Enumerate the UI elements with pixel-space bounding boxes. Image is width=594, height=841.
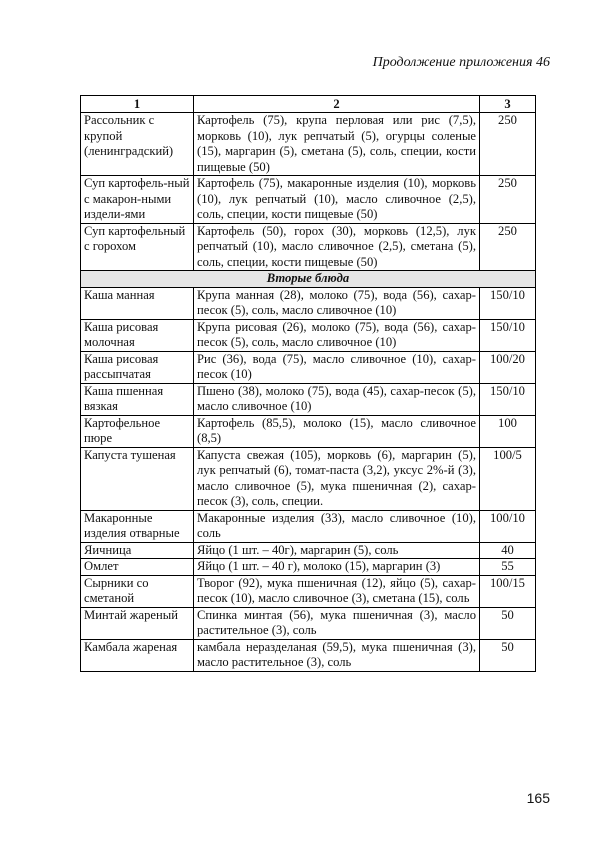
composition-cell: Крупа манная (28), молоко (75), вода (56), сахар-песок (5), соль, масло сливочное (10) (194, 287, 480, 319)
amount-cell: 100/5 (480, 447, 536, 510)
amount-cell: 250 (480, 223, 536, 271)
table-row (81, 542, 536, 559)
amount-cell: 150/10 (480, 383, 536, 415)
dish-name-cell: Каша рисовая молочная (81, 319, 194, 351)
table-row (81, 639, 536, 671)
page-number: 165 (526, 790, 550, 806)
amount-cell: 40 (480, 542, 536, 559)
amount-cell: 250 (480, 113, 536, 176)
table-row (81, 415, 536, 447)
composition-cell: Рис (36), вода (75), масло сливочное (10), сахар-песок (10) (194, 351, 480, 383)
main-dishes-section (81, 287, 536, 671)
composition-cell: Крупа рисовая (26), молоко (75), вода (56), сахар-песок (5), соль, масло сливочное (10) (194, 319, 480, 351)
composition-cell: Картофель (50), горох (30), морковь (12,5), лук репчатый (10), масло сливочное (2,5), сметана (5), соль, специи, кости пищевые (50) (194, 223, 480, 271)
composition-cell: Яйцо (1 шт. – 40 г), молоко (15), маргарин (3) (194, 559, 480, 576)
table-row (81, 351, 536, 383)
dish-name-cell: Каша рисовая рассыпчатая (81, 351, 194, 383)
table-row (81, 607, 536, 639)
header-col-2: 2 (194, 96, 480, 113)
table-row (81, 223, 536, 271)
dish-name-cell: Сырники со сметаной (81, 575, 194, 607)
table-row (81, 575, 536, 607)
dish-name-cell: Камбала жареная (81, 639, 194, 671)
amount-cell: 55 (480, 559, 536, 576)
dish-name-cell: Каша манная (81, 287, 194, 319)
amount-cell: 250 (480, 176, 536, 224)
menu-table (80, 95, 536, 672)
dish-name-cell: Яичница (81, 542, 194, 559)
amount-cell: 100/15 (480, 575, 536, 607)
header-row (81, 96, 536, 113)
table-row (81, 176, 536, 224)
table-row (81, 287, 536, 319)
table-row (81, 510, 536, 542)
composition-cell: Картофель (75), макаронные изделия (10), морковь (10), лук репчатый (10), масло сливочное (2,5), соль, специи, кости пищевые (50) (194, 176, 480, 224)
soups-section (81, 113, 536, 271)
section-header (81, 271, 536, 288)
dish-name-cell: Рассольник с крупой (ленинградский) (81, 113, 194, 176)
amount-cell: 150/10 (480, 319, 536, 351)
amount-cell: 50 (480, 639, 536, 671)
dish-name-cell: Суп картофель-ный с макарон-ными издели-ями (81, 176, 194, 224)
section-title: Вторые блюда (81, 271, 536, 288)
composition-cell: Картофель (85,5), молоко (15), масло сливочное (8,5) (194, 415, 480, 447)
table-row (81, 447, 536, 510)
amount-cell: 50 (480, 607, 536, 639)
amount-cell: 150/10 (480, 287, 536, 319)
table-row (81, 319, 536, 351)
table-row (81, 113, 536, 176)
composition-cell: Капуста свежая (105), морковь (6), маргарин (5), лук репчатый (6), томат-паста (3,2), уксус 2%-й (3), масло сливочное (5), мука пшеничная (2), сахар-песок (3), соль, специи. (194, 447, 480, 510)
table-row (81, 383, 536, 415)
appendix-caption: Продолжение приложения 46 (372, 55, 550, 70)
header-col-1: 1 (81, 96, 194, 113)
composition-cell: Картофель (75), крупа перловая или рис (7,5), морковь (10), лук репчатый (5), огурцы соленые (15), маргарин (5), сметана (5), соль, специи, кости пищевые (50) (194, 113, 480, 176)
dish-name-cell: Картофельное пюре (81, 415, 194, 447)
amount-cell: 100/20 (480, 351, 536, 383)
composition-cell: камбала неразделаная (59,5), мука пшеничная (3), масло растительное (3), соль (194, 639, 480, 671)
dish-name-cell: Каша пшенная вязкая (81, 383, 194, 415)
composition-cell: Творог (92), мука пшеничная (12), яйцо (5), сахар-песок (10), масло сливочное (3), сметана (15), соль (194, 575, 480, 607)
amount-cell: 100/10 (480, 510, 536, 542)
dish-name-cell: Макаронные изделия отварные (81, 510, 194, 542)
header-col-3: 3 (480, 96, 536, 113)
composition-cell: Яйцо (1 шт. – 40г), маргарин (5), соль (194, 542, 480, 559)
amount-cell: 100 (480, 415, 536, 447)
table-row (81, 559, 536, 576)
dish-name-cell: Омлет (81, 559, 194, 576)
composition-cell: Макаронные изделия (33), масло сливочное (10), соль (194, 510, 480, 542)
dish-name-cell: Суп картофельный с горохом (81, 223, 194, 271)
composition-cell: Пшено (38), молоко (75), вода (45), сахар-песок (5), масло сливочное (10) (194, 383, 480, 415)
composition-cell: Спинка минтая (56), мука пшеничная (3), масло растительное (3), соль (194, 607, 480, 639)
dish-name-cell: Минтай жареный (81, 607, 194, 639)
dish-name-cell: Капуста тушеная (81, 447, 194, 510)
